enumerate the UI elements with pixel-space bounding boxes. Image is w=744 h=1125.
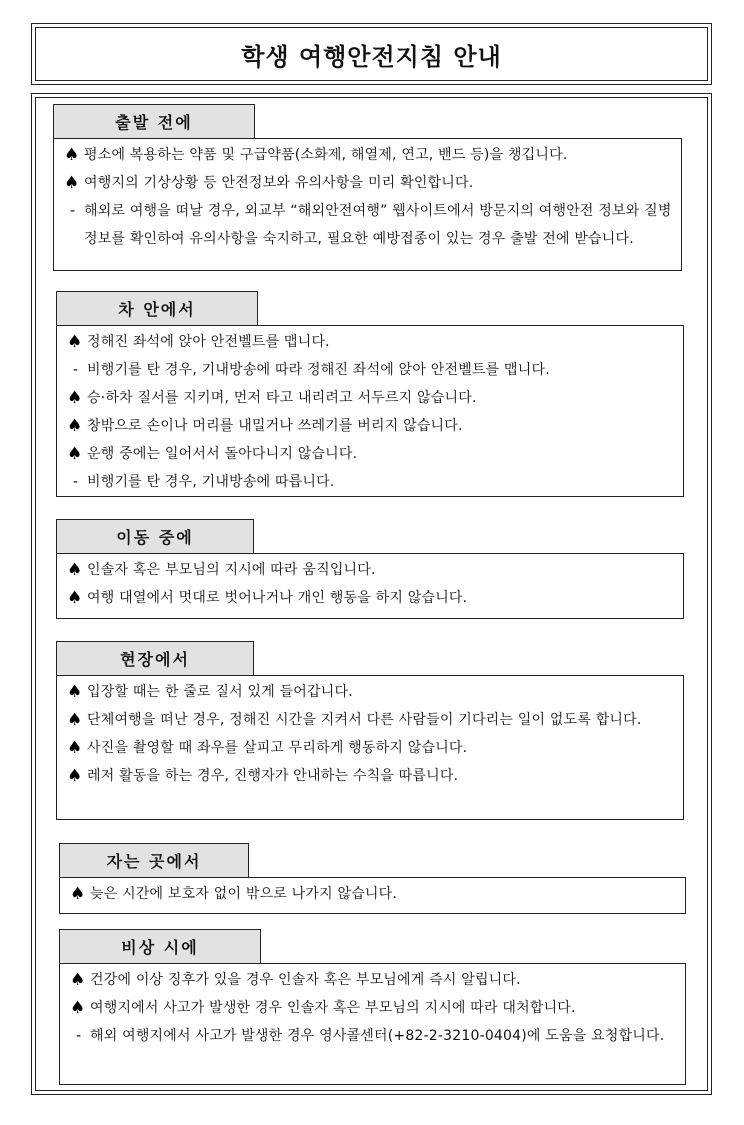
list-item: ♠ 운행 중에는 일어서서 돌아다니지 않습니다.: [67, 440, 679, 468]
section-header-in-vehicle: 차 안에서: [56, 291, 258, 325]
section-header-emergency: 비상 시에: [59, 929, 261, 963]
section-body-departure: [53, 138, 682, 271]
list-item: ♠ 여행지의 기상상황 등 안전정보와 유의사항을 미리 확인합니다.: [64, 169, 677, 197]
list-item: - 해외 여행지에서 사고가 발생한 경우 영사콜센터(+82-2-3210-0404)에 도움을 요청합니다.: [70, 1022, 681, 1050]
section-body-emergency: [59, 963, 686, 1085]
list-item: ♠ 입장할 때는 한 줄로 질서 있게 들어갑니다.: [67, 678, 679, 706]
list-item: - 비행기를 탄 경우, 기내방송에 따라 정해진 좌석에 앉아 안전벨트를 맵니다.: [67, 356, 679, 384]
list-item: ♠ 단체여행을 떠난 경우, 정해진 시간을 지켜서 다른 사람들이 기다리는 일이 없도록 합니다.: [67, 706, 679, 734]
section-body-sleeping: [59, 877, 686, 914]
page-title: 학생 여행안전지침 안내: [241, 42, 502, 71]
list-item: ♠ 여행지에서 사고가 발생한 경우 인솔자 혹은 부모님의 지시에 따라 대처합니다.: [70, 994, 681, 1022]
list-item: ♠ 인솔자 혹은 부모님의 지시에 따라 움직입니다.: [67, 556, 679, 584]
list-item: ♠ 여행 대열에서 멋대로 벗어나거나 개인 행동을 하지 않습니다.: [67, 584, 679, 612]
list-item: ♠ 건강에 이상 징후가 있을 경우 인솔자 혹은 부모님에게 즉시 알립니다.: [70, 966, 681, 994]
section-body-in-vehicle: [56, 325, 684, 497]
list-item: ♠ 레저 활동을 하는 경우, 진행자가 안내하는 수칙을 따릅니다.: [67, 762, 679, 790]
list-item: ♠ 창밖으로 손이나 머리를 내밀거나 쓰레기를 버리지 않습니다.: [67, 412, 679, 440]
list-item: ♠ 승·하차 질서를 지키며, 먼저 타고 내리려고 서두르지 않습니다.: [67, 384, 679, 412]
list-item: ♠ 평소에 복용하는 약품 및 구급약품(소화제, 해열제, 연고, 밴드 등)을 챙깁니다.: [64, 141, 677, 169]
list-item: - 해외로 여행을 떠날 경우, 외교부 “해외안전여행” 웹사이트에서 방문지의 여행안전 정보와 질병정보를 확인하여 유의사항을 숙지하고, 필요한 예방접종이 있는 경우 출발 전에 받습니다.: [64, 197, 677, 253]
list-item: ♠ 늦은 시간에 보호자 없이 밖으로 나가지 않습니다.: [70, 880, 681, 908]
section-header-departure: 출발 전에: [53, 104, 255, 138]
section-header-on-site: 현장에서: [56, 641, 254, 675]
section-header-sleeping: 자는 곳에서: [59, 843, 249, 877]
section-header-moving: 이동 중에: [56, 519, 254, 553]
list-item: - 비행기를 탄 경우, 기내방송에 따릅니다.: [67, 468, 679, 496]
list-item: ♠ 정해진 좌석에 앉아 안전벨트를 맵니다.: [67, 328, 679, 356]
section-body-on-site: [56, 675, 684, 820]
title-inner-frame: [35, 27, 708, 81]
list-item: ♠ 사진을 촬영할 때 좌우를 살피고 무리하게 행동하지 않습니다.: [67, 734, 679, 762]
section-body-moving: [56, 553, 684, 619]
title-box: [31, 23, 712, 85]
